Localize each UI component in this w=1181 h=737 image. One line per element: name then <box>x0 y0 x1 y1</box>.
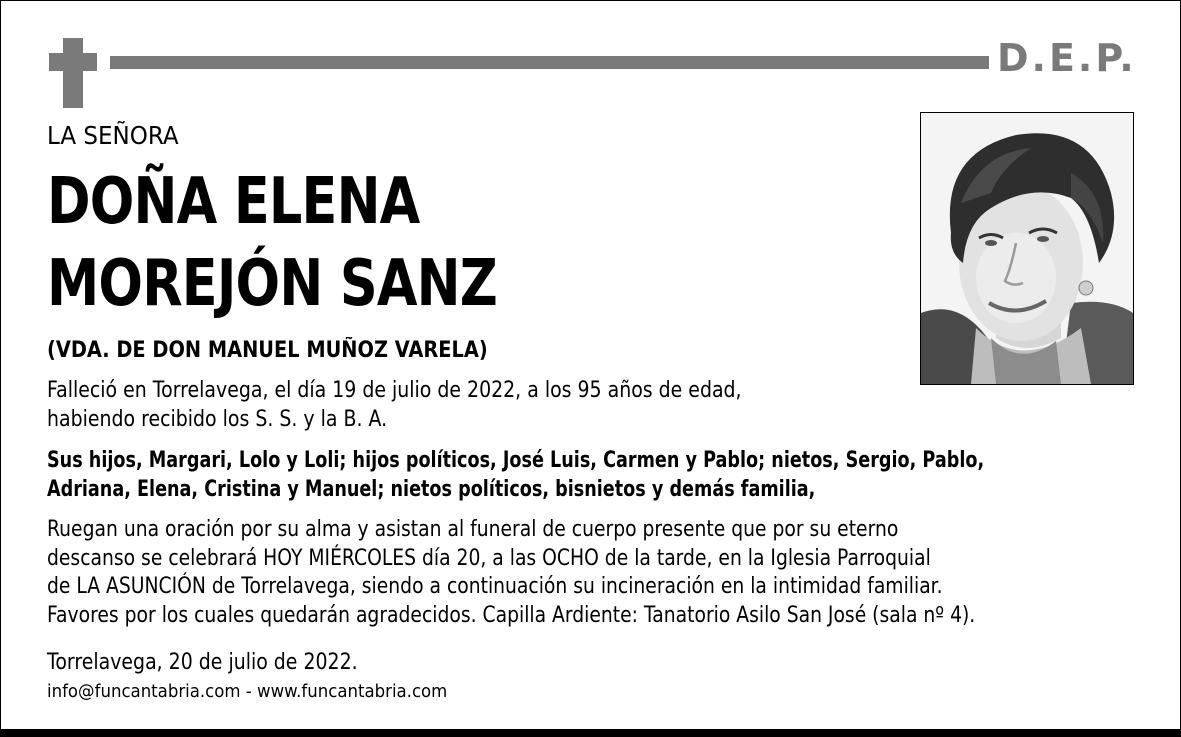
contact-info: info@funcantabria.com - www.funcantabria.com <box>47 681 448 702</box>
ceremony-details-line: Favores por los cuales quedarán agradecidos. Capilla Ardiente: Tanatorio Asilo San José (sala nº 4). <box>47 602 976 628</box>
salutation: LA SEÑORA <box>47 121 179 150</box>
deceased-name-line-1: DOÑA ELENA <box>47 165 420 239</box>
family-list-line: Sus hijos, Margari, Lolo y Loli; hijos políticos, José Luis, Carmen y Pablo; nietos, Sergio, Pablo, <box>47 448 985 473</box>
dateline: Torrelavega, 20 de julio de 2022. <box>47 650 358 675</box>
portrait-photo <box>920 112 1134 385</box>
ceremony-details-line: de LA ASUNCIÓN de Torrelavega, siendo a continuación su incineración en la intimidad familiar. <box>47 574 943 599</box>
family-list <box>47 447 984 504</box>
cross-vertical-bar <box>63 38 83 108</box>
ceremony-details <box>47 516 975 630</box>
family-list-line: Adriana, Elena, Cristina y Manuel; nietos políticos, bisnietos y demás familia, <box>47 476 816 502</box>
ceremony-details-line: descanso se celebrará HOY MIÉRCOLES día 20, a las OCHO de la tarde, en la Iglesia Parroquial <box>47 545 931 571</box>
dep-label: D.E.P. <box>997 36 1137 80</box>
cross-horizontal-bar <box>49 53 97 71</box>
death-details <box>47 377 742 434</box>
header-rule <box>110 56 989 69</box>
ceremony-details-line: Ruegan una oración por su alma y asistan al funeral de cuerpo presente que por su eterno <box>47 517 899 542</box>
deceased-name-line-2: MOREJÓN SANZ <box>47 247 497 321</box>
bottom-border <box>0 729 1181 737</box>
widow-of: (VDA. DE DON MANUEL MUÑOZ VARELA) <box>47 338 488 363</box>
death-details-line: Falleció en Torrelavega, el día 19 de julio de 2022, a los 95 años de edad, <box>47 378 742 403</box>
death-details-line: habiendo recibido los S. S. y la B. A. <box>47 406 388 432</box>
